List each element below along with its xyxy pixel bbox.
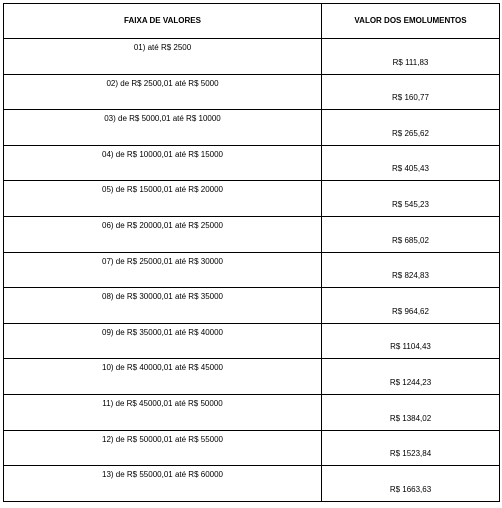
- header-row: [4, 4, 500, 39]
- table-row: [4, 394, 500, 430]
- range-cell: 12) de R$ 50000,01 até R$ 55000: [4, 430, 322, 466]
- fee-cell: R$ 964,62: [322, 288, 500, 324]
- table-row: [4, 466, 500, 502]
- fee-cell: R$ 824,83: [322, 252, 500, 288]
- fee-cell: R$ 1244,23: [322, 359, 500, 395]
- range-cell: 13) de R$ 55000,01 até R$ 60000: [4, 466, 322, 502]
- table-row: [4, 110, 500, 146]
- header-range: FAIXA DE VALORES: [4, 4, 322, 39]
- range-cell: 07) de R$ 25000,01 até R$ 30000: [4, 252, 322, 288]
- fee-cell: R$ 1663,63: [322, 466, 500, 502]
- fee-cell: R$ 545,23: [322, 181, 500, 217]
- fee-cell: R$ 1384,02: [322, 394, 500, 430]
- fee-cell: R$ 405,43: [322, 145, 500, 181]
- range-cell: 10) de R$ 40000,01 até R$ 45000: [4, 359, 322, 395]
- fee-cell: R$ 265,62: [322, 110, 500, 146]
- range-cell: 05) de R$ 15000,01 até R$ 20000: [4, 181, 322, 217]
- range-cell: 02) de R$ 2500,01 até R$ 5000: [4, 74, 322, 110]
- table-row: [4, 145, 500, 181]
- fee-cell: R$ 111,83: [322, 39, 500, 75]
- header-value: VALOR DOS EMOLUMENTOS: [322, 4, 500, 39]
- fees-table: [3, 3, 500, 502]
- table-row: [4, 359, 500, 395]
- table-row: [4, 74, 500, 110]
- range-cell: 06) de R$ 20000,01 até R$ 25000: [4, 216, 322, 252]
- fee-cell: R$ 160,77: [322, 74, 500, 110]
- table-row: [4, 181, 500, 217]
- table-row: [4, 430, 500, 466]
- fee-cell: R$ 1523,84: [322, 430, 500, 466]
- table-row: [4, 39, 500, 75]
- fee-cell: R$ 685,02: [322, 216, 500, 252]
- table-row: [4, 252, 500, 288]
- table-body: [4, 39, 500, 502]
- table-row: [4, 323, 500, 359]
- range-cell: 09) de R$ 35000,01 até R$ 40000: [4, 323, 322, 359]
- table-row: [4, 288, 500, 324]
- range-cell: 08) de R$ 30000,01 até R$ 35000: [4, 288, 322, 324]
- table-row: [4, 216, 500, 252]
- table-header: [4, 4, 500, 39]
- fee-cell: R$ 1104,43: [322, 323, 500, 359]
- range-cell: 03) de R$ 5000,01 até R$ 10000: [4, 110, 322, 146]
- range-cell: 01) até R$ 2500: [4, 39, 322, 75]
- range-cell: 11) de R$ 45000,01 até R$ 50000: [4, 394, 322, 430]
- range-cell: 04) de R$ 10000,01 até R$ 15000: [4, 145, 322, 181]
